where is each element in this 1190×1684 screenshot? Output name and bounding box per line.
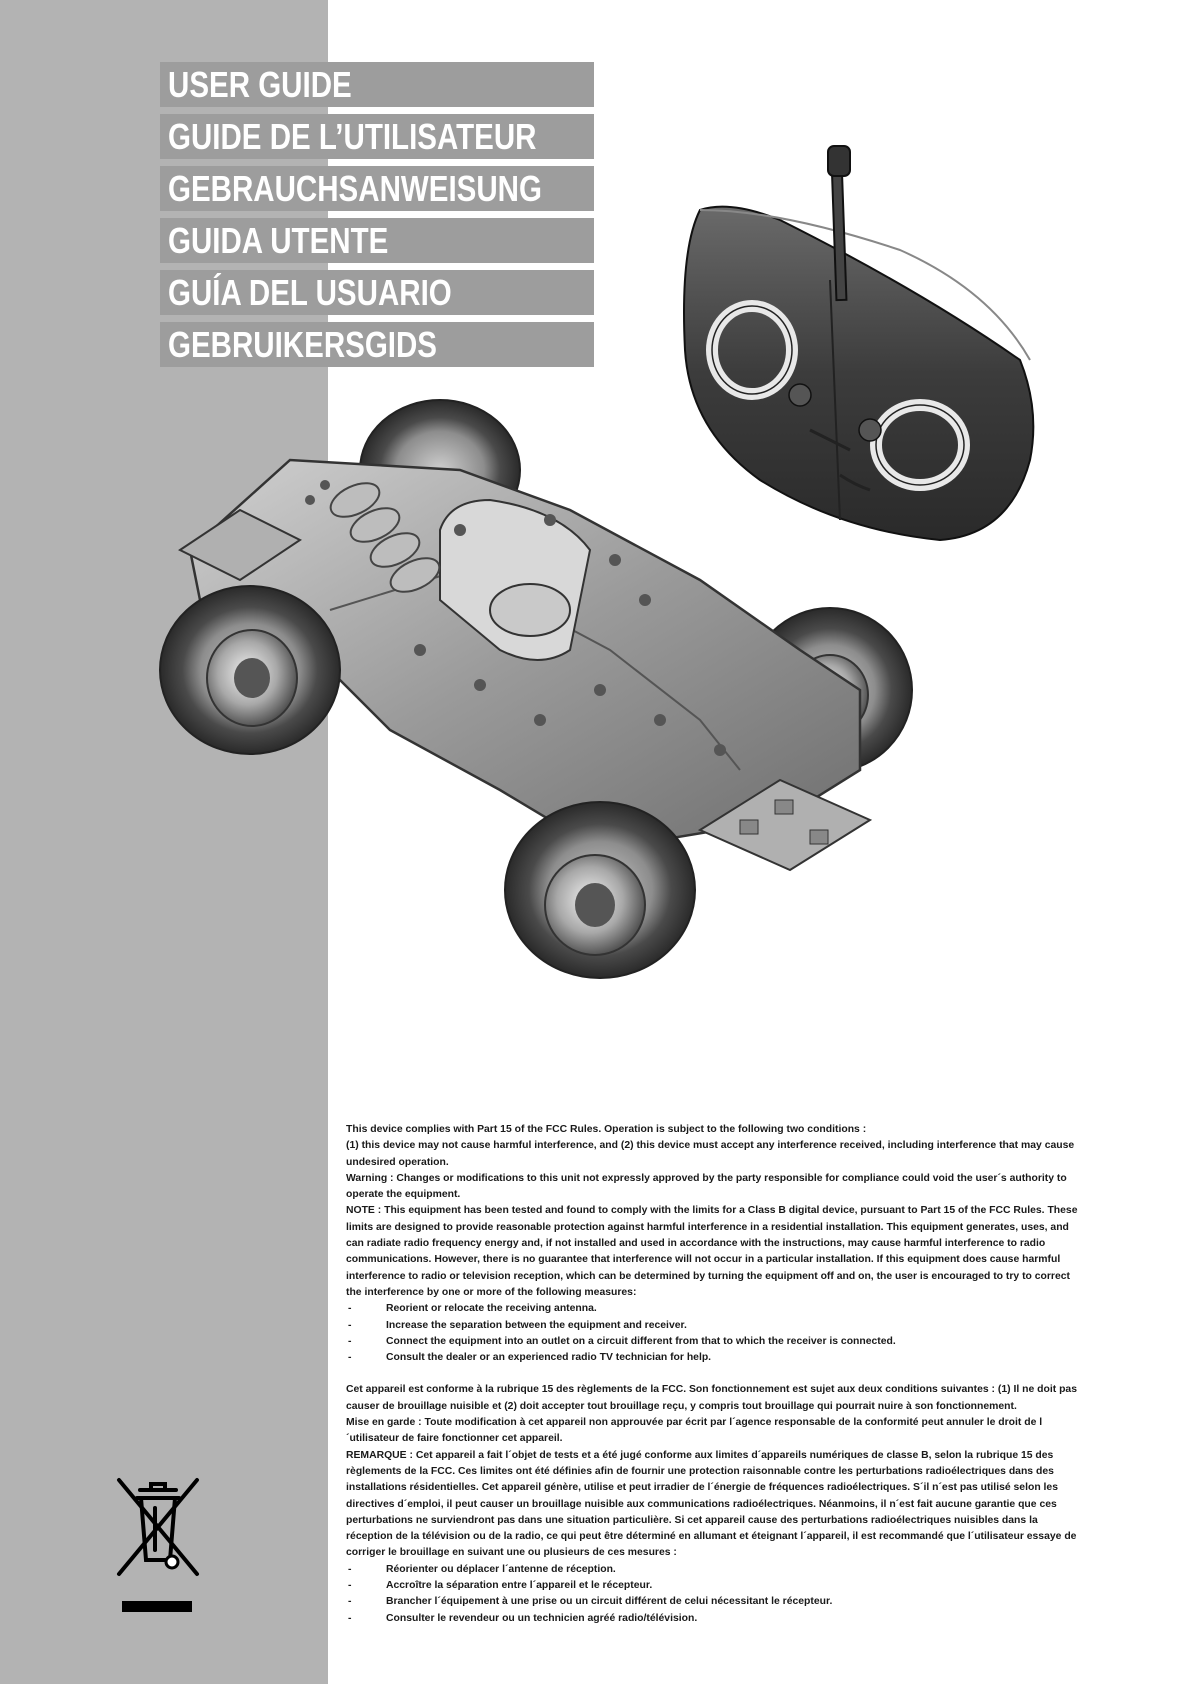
weee-bin-icon <box>115 1472 201 1580</box>
title-en: USER GUIDE <box>160 62 594 107</box>
fcc-en-conditions: (1) this device may not cause harmful interference, and (2) this device must accept any interference received, including interference that may cause undesired operation. <box>346 1140 1075 1168</box>
title-de: GEBRAUCHSANWEISUNG <box>160 166 594 211</box>
fcc-en-warning: Warning : Changes or modifications to this unit not expressly approved by the party responsible for compliance could void the user´s authority to operate the equipment. <box>346 1172 1067 1201</box>
title-it: GUIDA UTENTE <box>160 218 594 263</box>
list-item: - Reorient or relocate the receiving antenna. <box>348 1303 597 1315</box>
title-fr: GUIDE DE L’UTILISATEUR <box>160 114 594 159</box>
fcc-statement <box>346 1122 1086 1627</box>
fcc-fr-warning: Mise en garde : Toute modification à cet appareil non approuvée par écrit par l´agence responsable de la conformité peut annuler le droit de l´utilisateur de faire fonctionner cet appareil. <box>346 1417 1043 1445</box>
title-nl: GEBRUIKERSGIDS <box>160 322 594 367</box>
list-item: - Accroître la séparation entre l´appareil et le récepteur. <box>348 1580 653 1592</box>
title-es: GUÍA DEL USUARIO <box>160 270 594 315</box>
fcc-fr-intro: Cet appareil est conforme à la rubrique 15 des règlements de la FCC. Son fonctionnement est sujet aux deux conditions suivantes : (1) Il ne doit pas causer de brouillage nuisible et (2) doit accepter tout brouillage reçu, y compris tout brouillage qui pourrait nuire à son fonctionnement. <box>346 1384 1077 1412</box>
list-item: - Brancher l´équipement à une prise ou un circuit différent de celui nécessitant le récepteur. <box>348 1596 833 1608</box>
remote-illustration <box>684 146 1033 540</box>
weee-bar <box>122 1601 192 1612</box>
list-item: - Increase the separation between the equipment and receiver. <box>348 1319 687 1331</box>
fcc-en-note: NOTE : This equipment has been tested and found to comply with the limits for a Class B digital device, pursuant to Part 15 of the FCC Rules. These limits are designed to provide reasonable protection against harmful interference in a residential installation. This equipment generates, uses, and can radiate radio frequency energy and, if not installed and used in accordance with the instructions, may cause harmful interference to radio communications. However, there is no guarantee that interference will not occur in a particular installation. If this equipment does cause harmful interference to radio or television reception, which can be determined by turning the equipment off and on, the user is encouraged to try to correct the interference by one or more of the following measures: <box>346 1205 1078 1298</box>
fcc-fr-note: REMARQUE : Cet appareil a fait l´objet de tests et a été jugé conforme aux limites d´appareils numériques de classe B, selon la rubrique 15 des règlements de la FCC. Ces limites ont été définies afin de fournir une protection raisonnable contre les perturbations radioélectriques dans des installations résidentielles. Cet appareil génère, utilise et peut irradier de l´énergie de fréquences radioélectriques. S´il n´est pas utilisé selon les directives d´emploi, il peut causer un brouillage nuisible aux communications radioélectriques. Néanmoins, il n´est fait aucune garantie que ces perturbations ne surviendront pas dans une situation particulière. Si cet appareil cause des perturbations radioélectriques nuisibles dans la réception de la télévision ou de la radio, ce qui peut être déterminé en allumant et éteignant l´appareil, il est recommandé que l´utilisateur essaye de corriger le brouillage en suivant une ou plusieurs de ces mesures : <box>346 1449 1077 1559</box>
section-gap <box>346 1366 1086 1382</box>
list-item: - Consult the dealer or an experienced radio TV technician for help. <box>348 1352 712 1364</box>
list-item: - Réorienter ou déplacer l´antenne de réception. <box>348 1563 616 1575</box>
product-illustration <box>140 130 1100 1000</box>
list-item: - Connect the equipment into an outlet on a circuit different from that to which the receiver is connected. <box>348 1335 896 1347</box>
list-item: - Consulter le revendeur ou un technicien agréé radio/télévision. <box>348 1612 698 1624</box>
fcc-en-intro: This device complies with Part 15 of the FCC Rules. Operation is subject to the following two conditions : <box>346 1124 867 1135</box>
